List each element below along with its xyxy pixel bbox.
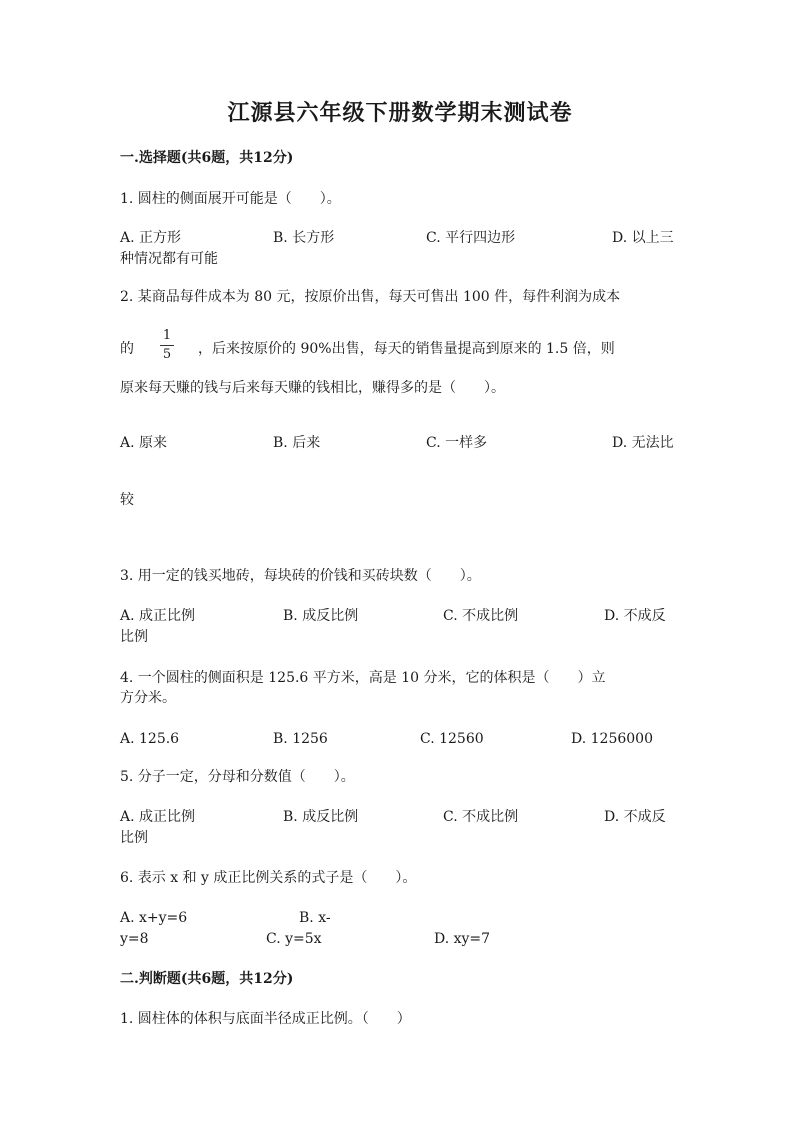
question-4-line-2: 方分米。 bbox=[120, 690, 176, 706]
question-4-line-1: 4. 一个圆柱的侧面积是 125.6 平方米，高是 10 分米，它的体积是（ ）立 bbox=[120, 670, 606, 686]
question-5-option-b: B. 成反比例 bbox=[283, 809, 359, 825]
fraction-bar bbox=[160, 345, 174, 346]
question-6-stem: 6. 表示 x 和 y 成正比例关系的式子是（ ）。 bbox=[120, 870, 417, 886]
page-title: 江源县六年级下册数学期末测试卷 bbox=[227, 100, 573, 126]
question-2-option-c: C. 一样多 bbox=[426, 435, 488, 451]
question-5-option-d: D. 不成反 bbox=[604, 809, 666, 825]
question-2-fraction bbox=[158, 328, 176, 363]
question-5-option-a: A. 成正比例 bbox=[120, 809, 196, 825]
question-6-option-a: A. x+y=6 bbox=[120, 910, 188, 926]
question-3-option-b: B. 成反比例 bbox=[283, 608, 359, 624]
question-4-option-d: D. 1256000 bbox=[571, 731, 653, 747]
question-6-option-b-wrap: y=8 bbox=[120, 931, 149, 947]
question-2-line-2-post: ，后来按原价的 90%出售，每天的销售量提高到原来的 1.5 倍，则 bbox=[198, 341, 615, 357]
question-2-option-d-wrap: 较 bbox=[120, 492, 134, 508]
fraction-numerator: 1 bbox=[162, 328, 172, 343]
question-3-option-d-wrap: 比例 bbox=[120, 629, 148, 645]
question-1-option-c: C. 平行四边形 bbox=[426, 230, 516, 246]
judgement-1-stem: 1. 圆柱体的体积与底面半径成正比例。（ ） bbox=[120, 1011, 411, 1027]
question-2-line-2-pre: 的 bbox=[120, 341, 134, 357]
question-4-option-b: B. 1256 bbox=[273, 731, 328, 747]
question-5-option-d-wrap: 比例 bbox=[120, 830, 148, 846]
question-3-option-c: C. 不成比例 bbox=[443, 608, 519, 624]
question-1-stem: 1. 圆柱的侧面展开可能是（ ）。 bbox=[120, 191, 341, 207]
question-4-option-a: A. 125.6 bbox=[120, 731, 180, 747]
question-6-option-d: D. xy=7 bbox=[434, 931, 491, 947]
question-2-option-a: A. 原来 bbox=[120, 435, 168, 451]
question-1-option-b: B. 长方形 bbox=[273, 230, 335, 246]
question-6-option-c: C. y=5x bbox=[266, 931, 322, 947]
question-2-line-3: 原来每天赚的钱与后来每天赚的钱相比，赚得多的是（ ）。 bbox=[120, 380, 505, 396]
question-2-line-1: 2. 某商品每件成本为 80 元，按原价出售，每天可售出 100 件，每件利润为成本 bbox=[120, 289, 621, 305]
question-3-stem: 3. 用一定的钱买地砖，每块砖的价钱和买砖块数（ ）。 bbox=[120, 568, 481, 584]
question-4-option-c: C. 12560 bbox=[420, 731, 484, 747]
question-1-option-d-wrap: 种情况都有可能 bbox=[120, 251, 218, 267]
question-2-option-b: B. 后来 bbox=[273, 435, 321, 451]
question-5-stem: 5. 分子一定，分母和分数值（ ）。 bbox=[120, 769, 355, 785]
question-1-option-d: D. 以上三 bbox=[612, 230, 674, 246]
question-6-option-b: B. x- bbox=[299, 910, 331, 926]
question-2-option-d: D. 无法比 bbox=[612, 435, 674, 451]
section-heading-judgement: 二.判断题(共6题，共12分) bbox=[120, 971, 294, 987]
question-3-option-d: D. 不成反 bbox=[604, 608, 666, 624]
section-heading-choice: 一.选择题(共6题，共12分) bbox=[120, 150, 294, 166]
fraction-denominator: 5 bbox=[162, 347, 172, 362]
question-5-option-c: C. 不成比例 bbox=[443, 809, 519, 825]
question-3-option-a: A. 成正比例 bbox=[120, 608, 196, 624]
question-1-option-a: A. 正方形 bbox=[120, 230, 182, 246]
